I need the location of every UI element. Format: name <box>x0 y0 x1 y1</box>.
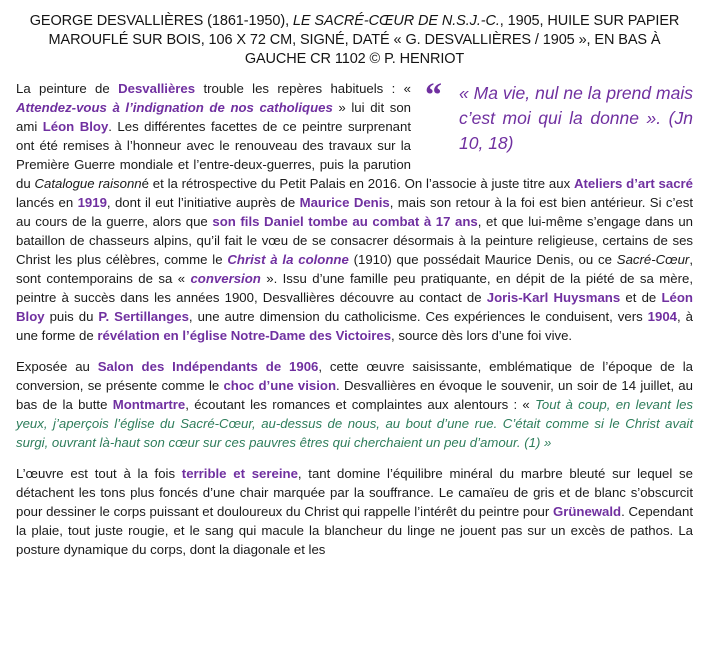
caption-artwork-title: LE SACRÉ-CŒUR DE N.S.J.-C. <box>292 13 500 29</box>
p1-s7: , dont il eut l’initiative auprès de <box>106 195 300 211</box>
p1-h10: Joris-Karl Huysmans <box>486 290 621 306</box>
paragraph-3 <box>16 464 693 559</box>
p1-s3: » lui dit son ami <box>16 100 412 135</box>
article-body <box>16 79 693 559</box>
p1-s17: , source dès lors d’une foi vive. <box>391 328 573 344</box>
p1-h4: Ateliers d’art sacré <box>573 176 693 192</box>
p1-h14: révélation en l’église Notre-Dame des Victoires <box>97 328 392 344</box>
p1-h3: Léon Bloy <box>42 119 109 135</box>
p1-h2: Attendez-vous à l’indignation de nos catholiques <box>16 100 333 116</box>
p2-s3: . Desvallières en évoque le souvenir, un soir de 14 juillet, au bas de la butte <box>16 378 693 413</box>
p2-h2: choc d’une vision <box>223 378 337 394</box>
p1-s13: et de <box>620 290 662 306</box>
p1-s15: , une autre dimension du catholicisme. Ces expériences le conduisent, vers <box>188 309 648 325</box>
pull-quote <box>425 77 693 156</box>
p1-s10: (1910) que possédait Maurice Denis, ou ce <box>348 252 617 268</box>
p1-i1: Catalogue raisonn <box>34 176 142 192</box>
p1-s6: lancés en <box>16 195 78 211</box>
pull-quote-text: « Ma vie, nul ne la prend mais c’est moi qui la donne ». (Jn 10, 18) <box>459 83 693 154</box>
p3-h1: terrible et sereine <box>181 466 298 482</box>
p2-s4: , écoutant les romances et complaintes aux alentours : « <box>185 397 536 413</box>
artwork-caption <box>16 12 693 69</box>
p2-h3: Montmartre <box>112 397 186 413</box>
p2-s5: (1) » <box>520 435 552 451</box>
p1-s14: puis du <box>44 309 99 325</box>
p1-i2: Sacré-Cœur <box>616 252 690 268</box>
p1-h6: Maurice Denis <box>299 195 390 211</box>
p2-h1: Salon des Indépendants de 1906 <box>97 359 319 375</box>
p2-s1: Exposée au <box>16 359 98 375</box>
caption-part-2: , 1905, HUILE SUR PAPIER MAROUFLÉ SUR BOIS, 106 X 72 CM, SIGNÉ, DATÉ « G. DESVALLIÈRES / 1905 », EN BAS À GAUCHE CR 1102 © P. HENRIOT <box>48 13 680 68</box>
p3-s3: . Cependant la plaie, tout juste rougie, et le sang qui macule la blancheur du linge ne jouent pas sur un excès de pathos. La posture dynamique du corps, dont la diagonale et les <box>16 504 694 558</box>
p1-h13: 1904 <box>647 309 678 325</box>
p1-s12: ». Issu d’une famille peu pratiquante, en dépit de la piété de sa mère, peintre à succès dans les années 1900, Desvallières découvre au contact de <box>16 271 693 306</box>
p1-s8: , mais son retour à la foi est bien antérieur. Si c’est au cours de la guerre, alors que <box>16 195 694 230</box>
p1-s5: é et la rétrospective du Petit Palais en 2016. On l’associe à juste titre aux <box>141 176 574 192</box>
caption-part-1: GEORGE DESVALLIÈRES (1861-1950), <box>29 13 293 29</box>
p1-s1: La peinture de <box>16 81 119 97</box>
p3-h2: Grünewald <box>552 504 622 520</box>
p3-s1: L’œuvre est tout à la fois <box>16 466 182 482</box>
paragraph-2 <box>16 357 693 452</box>
p1-s11: , sont contemporains de sa « <box>16 252 693 287</box>
p1-s9: , et que lui-même s’engage dans un bataillon de chasseurs alpins, qu’il fait le vœu de se consacrer désormais à la peinture religieuse, certains de ses Christ les plus célèbres, comme le <box>16 214 693 268</box>
p1-h1: Desvallières <box>118 81 196 97</box>
p1-h5: 1919 <box>77 195 107 211</box>
p1-s16: , à une forme de <box>16 309 693 344</box>
p1-h7: son fils Daniel tombe au combat à 17 ans <box>212 214 478 230</box>
p1-s4: . Les différentes facettes de ce peintre surprenant ont été remises à l’honneur avec le renouveau des travaux sur la Première Guerre mondiale et l’entre-deux-guerres, puis la parution du <box>16 119 412 192</box>
p1-h12: P. Sertillanges <box>98 309 189 325</box>
p3-s2: , tant domine l’équilibre minéral du marbre bleuté sur lequel se détachent les tons plus foncés d’une chair marquée par la souffrance. Le camaïeu de gris et de blanc s’obscurcit pour dessiner le corps puissant et douloureux du Christ qui rappelle l’intérêt du peintre pour <box>16 466 693 520</box>
p2-s2: , cette œuvre saisissante, emblématique de l’époque de la conversion, se présente comme le <box>16 359 693 394</box>
p2-quote: Tout à coup, en levant les yeux, j’aperçois l’église du Sacré-Cœur, au-dessus de nous, au bout d’une rue. C’était comme si le Christ avait surgi, ouvrant là-haut son cœur sur ces pauvres êtres qui cherchaient un peu d’amour. <box>16 397 694 451</box>
quote-mark-icon: “ <box>425 77 442 115</box>
p1-h9: conversion <box>190 271 261 287</box>
p1-h8: Christ à la colonne <box>227 252 349 268</box>
p1-h11: Léon Bloy <box>16 290 693 325</box>
p1-s2: trouble les repères habituels : « <box>195 81 411 97</box>
